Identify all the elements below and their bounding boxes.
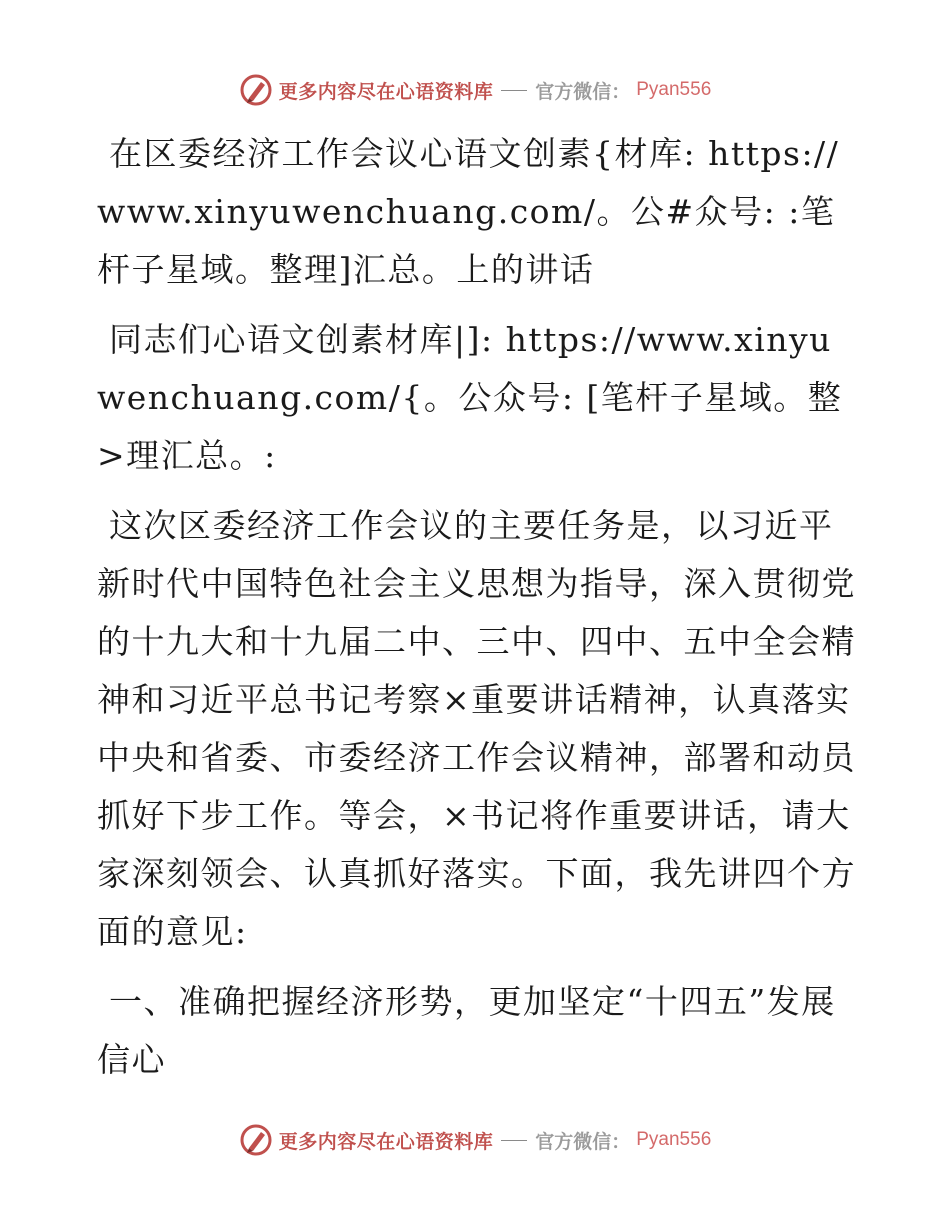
header-banner (0, 70, 950, 110)
pen-logo-icon (239, 1123, 273, 1157)
banner-wechat-label: 官方微信： (535, 1130, 631, 1153)
banner-separator (501, 90, 527, 91)
banner-main-text: 更多内容尽在心语资料库 (278, 80, 494, 103)
paragraph-greeting: 同志们心语文创素材库|]: https://www.xinyuwenchuang.com/{。公众号: [笔杆子星域。整>理汇总。: (97, 320, 843, 475)
paragraph-section-heading: 一、准确把握经济形势，更加坚定“十四五”发展信心 (97, 982, 836, 1079)
document-body (97, 125, 857, 1101)
banner-wechat-id: Pyan556 (636, 1129, 712, 1150)
banner-separator (501, 1140, 527, 1141)
paragraph-title: 在区委经济工作会议心语文创素{材库: https://www.xinyuwenchuang.com/。公#众号: :笔杆子星域。整理]汇总。上的讲话 (97, 134, 840, 289)
footer-banner (0, 1120, 950, 1160)
banner-wechat-id: Pyan556 (636, 79, 712, 100)
banner-main-text: 更多内容尽在心语资料库 (278, 1130, 494, 1153)
banner-wechat-label: 官方微信： (535, 80, 631, 103)
paragraph-intro: 这次区委经济工作会议的主要任务是，以习近平新时代中国特色社会主义思想为指导，深入贯彻党的十九大和十九届二中、三中、四中、五中全会精神和习近平总书记考察×重要讲话精神，认真落实中央和省委、市委经济工作会议精神，部署和动员抓好下步工作。等会，×书记将作重要讲话，请大家深刻领会、认真抓好落实。下面，我先讲四个方面的意见: (97, 506, 856, 951)
pen-logo-icon (239, 73, 273, 107)
